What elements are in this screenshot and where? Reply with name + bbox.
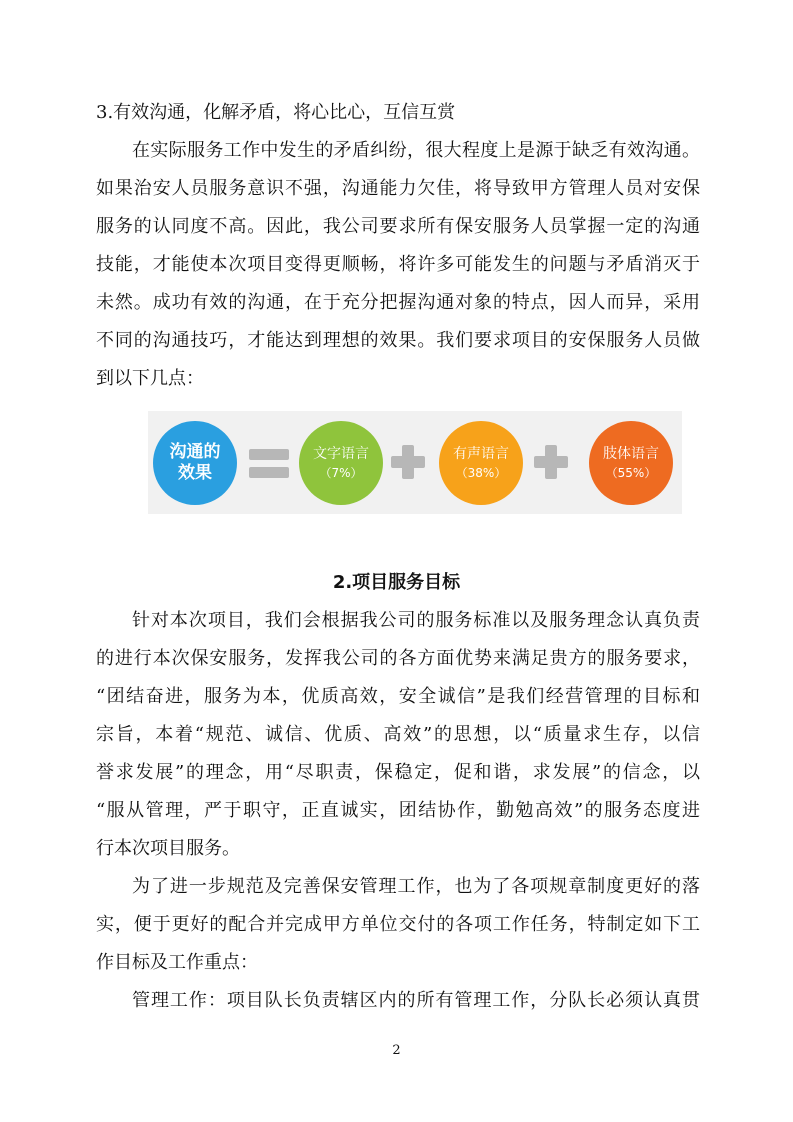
section2-para2-line-3: 作目标及工作重点： bbox=[96, 952, 258, 973]
section2-para1-line-7: 行本次项目服务。 bbox=[96, 838, 240, 859]
main-circle-line1: 沟通的 bbox=[169, 442, 221, 462]
equals-bar-bottom bbox=[249, 467, 289, 478]
equals-bar-top bbox=[249, 449, 289, 460]
main-circle-line2: 效果 bbox=[178, 463, 212, 483]
body-language-percent: （55%） bbox=[605, 465, 657, 480]
section2-para2-line-1: 为了进一步规范及完善保安管理工作，也为了各项规章制度更好的落 bbox=[132, 876, 700, 897]
section3-line-4: 技能，才能使本次项目变得更顺畅，将许多可能发生的问题与矛盾消灭于 bbox=[96, 254, 700, 275]
section3-line-6: 不同的沟通技巧，才能达到理想的效果。我们要求项目的安保服务人员做 bbox=[96, 330, 700, 351]
section2-para2-line-2: 实，便于更好的配合并完成甲方单位交付的各项工作任务，特制定如下工 bbox=[96, 914, 700, 935]
section3-line-5: 未然。成功有效的沟通，在于充分把握沟通对象的特点，因人而异，采用 bbox=[96, 292, 700, 313]
voice-language-label: 有声语言 bbox=[453, 445, 509, 462]
page-number: 2 bbox=[392, 1043, 401, 1058]
voice-language-circle bbox=[439, 421, 523, 505]
section2-para1-line-3: “团结奋进，服务为本，优质高效，安全诚信”是我们经营管理的目标和 bbox=[96, 686, 700, 707]
section3-line-3: 服务的认同度不高。因此，我公司要求所有保安服务人员掌握一定的沟通 bbox=[96, 216, 700, 237]
body-language-circle bbox=[589, 421, 673, 505]
section3-line-1: 在实际服务工作中发生的矛盾纠纷，很大程度上是源于缺乏有效沟通。 bbox=[132, 140, 700, 161]
voice-language-percent: （38%） bbox=[455, 465, 507, 480]
section2-para1-line-5: 誉求发展”的理念，用“尽职责，保稳定，促和谐，求发展”的信念，以 bbox=[96, 762, 700, 783]
section2-para1-line-1: 针对本次项目，我们会根据我公司的服务标准以及服务理念认真负责 bbox=[132, 610, 700, 631]
communication-effect-figure bbox=[148, 411, 682, 514]
text-language-label: 文字语言 bbox=[313, 445, 369, 462]
plus-icon-2-v bbox=[545, 445, 557, 479]
section2-heading: 2.项目服务目标 bbox=[332, 572, 461, 593]
section2-para1-line-6: “服从管理，严于职守，正直诚实，团结协作，勤勉高效”的服务态度进 bbox=[96, 800, 700, 821]
body-language-label: 肢体语言 bbox=[603, 445, 659, 462]
section3-title: 3.有效沟通，化解矛盾，将心比心，互信互赏 bbox=[96, 102, 456, 123]
text-language-percent: （7%） bbox=[319, 465, 363, 480]
text-language-circle bbox=[299, 421, 383, 505]
plus-icon-1-v bbox=[402, 445, 414, 479]
section2-para1-line-4: 宗旨，本着“规范、诚信、优质、高效”的思想，以“质量求生存，以信 bbox=[96, 724, 700, 745]
section2-para3-line-1: 管理工作：项目队长负责辖区内的所有管理工作，分队长必须认真贯 bbox=[132, 990, 700, 1011]
section2-para1-line-2: 的进行本次保安服务，发挥我公司的各方面优势来满足贵方的服务要求， bbox=[96, 648, 700, 669]
main-circle bbox=[153, 421, 237, 505]
section3-line-7: 到以下几点： bbox=[96, 368, 204, 389]
section3-line-2: 如果治安人员服务意识不强，沟通能力欠佳，将导致甲方管理人员对安保 bbox=[96, 178, 700, 199]
